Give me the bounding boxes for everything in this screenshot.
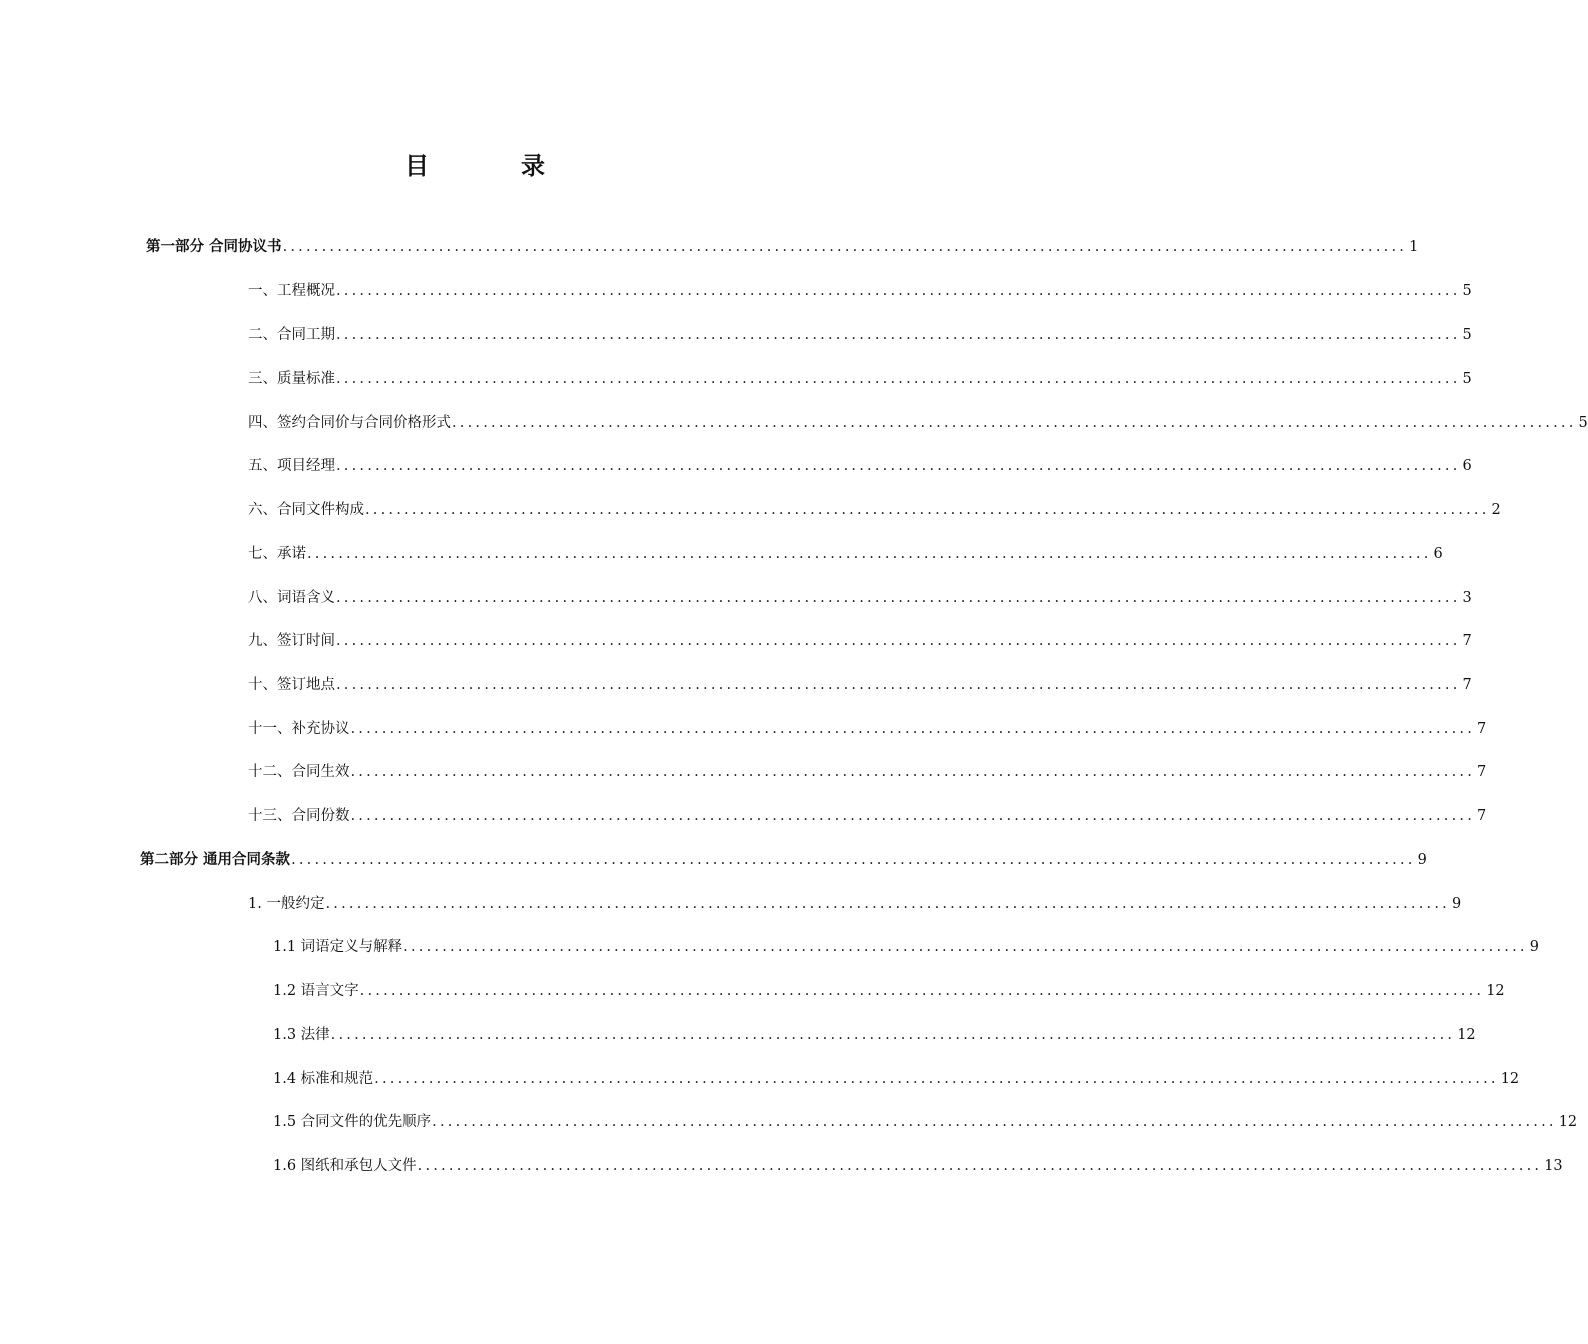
dot-leader: ................................................................................................................................................: [336, 371, 1461, 387]
toc-entry-label: 一、工程概况: [248, 283, 335, 299]
dot-leader: ................................................................................................................................................: [350, 808, 1476, 824]
toc-entry-label: 1.3 法律: [273, 1027, 330, 1043]
toc-entry-page: 2: [1491, 502, 1501, 518]
toc-entry-label: 1. 一般约定: [248, 896, 325, 912]
toc-entry-page: 7: [1477, 721, 1487, 737]
dot-leader: ................................................................................................................................................: [374, 1071, 1499, 1087]
dot-leader: ................................................................................................................................................: [330, 1027, 1456, 1043]
toc-entry[interactable]: [248, 630, 1472, 652]
toc-entry-page: 7: [1462, 677, 1472, 693]
toc-entry-label: 四、签约合同价与合同价格形式: [248, 415, 451, 431]
toc-entry-label: 十三、合同份数: [248, 808, 350, 824]
toc-entry-page: 5: [1462, 283, 1472, 299]
toc-entry-page: 5: [1578, 415, 1588, 431]
toc-entry-label: 十一、补充协议: [248, 721, 350, 737]
toc-entry-label: 十二、合同生效: [248, 764, 350, 780]
toc-entry[interactable]: [248, 718, 1487, 740]
dot-leader: ................................................................................................................................................: [350, 721, 1476, 737]
toc-entry-page: 7: [1477, 764, 1487, 780]
dot-leader: ................................................................................................................................................: [336, 677, 1461, 693]
toc-entry[interactable]: [248, 674, 1472, 696]
toc-entry-label: 六、合同文件构成: [248, 502, 364, 518]
toc-entry[interactable]: [248, 893, 1462, 915]
toc-entry-label: 三、质量标准: [248, 371, 335, 387]
toc-entry-page: 13: [1544, 1158, 1563, 1174]
toc-entry-part-two[interactable]: [140, 849, 1427, 871]
dot-leader: ................................................................................................................................................: [365, 502, 1490, 518]
toc-entry[interactable]: [248, 412, 1588, 434]
dot-leader: ................................................................................................................................................: [359, 983, 1485, 999]
toc-entry[interactable]: [248, 280, 1472, 302]
dot-leader: ................................................................................................................................................: [403, 939, 1528, 955]
toc-entry[interactable]: [248, 543, 1443, 565]
toc-entry[interactable]: [248, 805, 1487, 827]
toc-entry-label: 八、词语含义: [248, 590, 335, 606]
toc-entry[interactable]: [248, 499, 1501, 521]
toc-entry[interactable]: [248, 324, 1472, 346]
toc-entry-page: 9: [1451, 896, 1462, 912]
toc-entry-label: 七、承诺: [248, 546, 306, 562]
toc-entry-page: 5: [1462, 327, 1472, 343]
toc-entry-label: 五、项目经理: [248, 458, 335, 474]
toc-entry-page: 9: [1529, 939, 1539, 955]
toc-entry-page: 1: [1409, 239, 1419, 255]
toc-entry-label: 1.2 语言文字: [273, 983, 359, 999]
dot-leader: ................................................................................................................................................: [336, 590, 1461, 606]
toc-entry[interactable]: [273, 1068, 1520, 1090]
toc-entry[interactable]: [273, 1155, 1563, 1177]
dot-leader: ................................................................................................................................................: [336, 633, 1461, 649]
toc-entry[interactable]: [248, 761, 1487, 783]
dot-leader: ................................................................................................................................................: [336, 327, 1461, 343]
toc-entry-page: 7: [1462, 633, 1472, 649]
dot-leader: ................................................................................................................................................: [307, 546, 1432, 562]
toc-entry-label: 1.5 合同文件的优先顺序: [273, 1114, 432, 1130]
toc-entry-page: 7: [1477, 808, 1487, 824]
dot-leader: ................................................................................................................................................: [291, 852, 1416, 868]
toc-entry-page: 3: [1462, 590, 1472, 606]
toc-entry[interactable]: [273, 1111, 1578, 1133]
toc-entry-page: 12: [1500, 1071, 1520, 1087]
toc-entry-page: 12: [1486, 983, 1505, 999]
toc-entry[interactable]: [273, 980, 1505, 1002]
toc-entry-label: 第二部分 通用合同条款: [140, 852, 291, 868]
toc-entry-label: 1.1 词语定义与解释: [273, 939, 403, 955]
toc-entry[interactable]: [248, 587, 1472, 609]
toc-entry[interactable]: [248, 368, 1472, 390]
toc-entry-page: 12: [1558, 1114, 1578, 1130]
dot-leader: ................................................................................................................................................: [336, 283, 1461, 299]
dot-leader: ................................................................................................................................................: [336, 458, 1461, 474]
toc-entry-page: 12: [1457, 1027, 1476, 1043]
toc-entry-part-one[interactable]: [146, 236, 1419, 258]
toc-entry-label: 十、签订地点: [248, 677, 335, 693]
toc-entry[interactable]: [248, 455, 1472, 477]
toc-entry-label: 二、合同工期: [248, 327, 335, 343]
toc-entry-page: 9: [1417, 852, 1427, 868]
toc-entry-page: 6: [1462, 458, 1472, 474]
dot-leader: ................................................................................................................................................: [432, 1114, 1557, 1130]
toc-entry-label: 第一部分 合同协议书: [146, 239, 282, 255]
dot-leader: ................................................................................................................................................: [452, 415, 1577, 431]
toc-entry-page: 5: [1462, 371, 1472, 387]
toc-entry[interactable]: [273, 936, 1539, 958]
toc-entry-label: 1.6 图纸和承包人文件: [273, 1158, 417, 1174]
toc-entry-label: 九、签订时间: [248, 633, 335, 649]
toc-entry[interactable]: [273, 1024, 1476, 1046]
toc-entry-page: 6: [1433, 546, 1443, 562]
page-title: 目 录: [405, 152, 579, 180]
dot-leader: ................................................................................................................................................: [325, 896, 1450, 912]
dot-leader: ................................................................................................................................................: [282, 239, 1408, 255]
dot-leader: ................................................................................................................................................: [417, 1158, 1543, 1174]
dot-leader: ................................................................................................................................................: [350, 764, 1476, 780]
toc-entry-label: 1.4 标准和规范: [273, 1071, 374, 1087]
